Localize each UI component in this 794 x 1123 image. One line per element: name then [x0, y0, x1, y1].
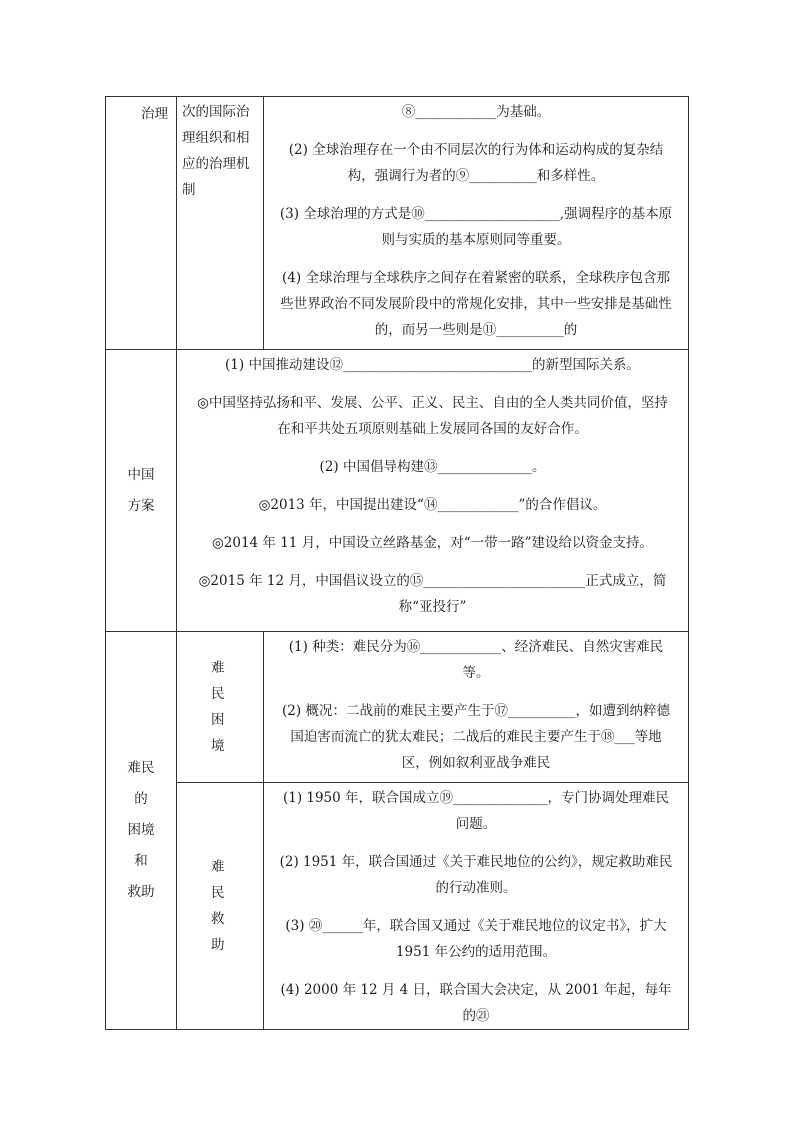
outline-table — [105, 96, 689, 1030]
china-category-cell — [106, 350, 177, 632]
china-item-5: ◎2014 年 11 月，中国设立丝路基金，对“一带一路”建设给以资金支持。 — [212, 535, 653, 551]
refugee-relief-row — [106, 783, 689, 1030]
china-item-2: ◎中国坚持弘扬和平、发展、公平、正义、民主、自由的全人类共同价值，坚持在和平共处五项原则基础上发展同各国的友好合作。 — [197, 395, 668, 437]
governance-item-1: ⑧____________为基础。 — [401, 104, 551, 120]
refugee-category — [106, 753, 176, 908]
refugee-dilemma-label-cell — [177, 632, 264, 783]
refugee-dilemma-item-1: (1) 种类：难民分为⑯____________、经济难民、自然灾害难民等。 — [288, 639, 664, 681]
refugee-category-line2: 的 — [134, 791, 148, 807]
refugee-relief-content-cell — [264, 783, 689, 1030]
refugee-relief-label: 难民救助 — [211, 859, 225, 953]
refugee-dilemma-row — [106, 632, 689, 783]
governance-subcategory: 次的国际治理组织和相应的治理机制 — [182, 104, 250, 198]
governance-category-cell — [106, 97, 177, 350]
refugee-relief-label-cell — [177, 783, 264, 1030]
refugee-relief-item-1: (1) 1950 年，联合国成立⑲______________，专门协调处理难民问题。 — [282, 790, 670, 832]
china-category-line2: 方案 — [127, 497, 155, 514]
refugee-category-line1: 难民 — [127, 760, 155, 776]
governance-content-cell — [264, 97, 689, 350]
china-content-cell — [177, 350, 689, 632]
refugee-relief-item-3: (3) ⑳______年，联合国又通过《关于难民地位的议定书》，扩大 1951 年公约的适用范围。 — [285, 918, 667, 960]
governance-item-3: (3) 全球治理的方式是⑩____________________,强调程序的基本原则与实质的基本原则同等重要。 — [279, 206, 673, 248]
refugee-dilemma-content-cell — [264, 632, 689, 783]
china-item-3: (2) 中国倡导构建⑬______________。 — [319, 459, 546, 475]
refugee-relief-item-2: (2) 1951 年，联合国通过《关于难民地位的公约》，规定救助难民的行动准则。 — [279, 854, 673, 896]
governance-row — [106, 97, 689, 350]
governance-item-2: (2) 全球治理存在一个由不同层次的行为体和运动构成的复杂结构，强调行为者的⑨__________和多样性。 — [288, 142, 664, 184]
governance-item-4: (4) 全球治理与全球秩序之间存在着紧密的联系，全球秩序包含那些世界政治不同发展阶段中的常规化安排，其中一些安排是基础性的，而另一些则是⑪__________的 — [280, 270, 672, 338]
china-item-6: ◎2015 年 12 月，中国倡议设立的⑮________________________正式成立，简称“亚投行” — [198, 573, 667, 615]
governance-category: 治理 — [141, 106, 168, 122]
refugee-relief-item-4: (4) 2000 年 12 月 4 日，联合国大会决定，从 2001 年起，每年的㉑ — [280, 982, 672, 1024]
governance-subcategory-cell — [177, 97, 264, 350]
refugee-category-line3: 困境 — [127, 822, 155, 838]
refugee-category-cell — [106, 632, 177, 1030]
refugee-category-line4: 和 — [134, 853, 148, 869]
china-row — [106, 350, 689, 632]
china-item-1: (1) 中国推动建设⑫____________________________的新型国际关系。 — [225, 357, 640, 373]
refugee-dilemma-label: 难民困境 — [211, 660, 225, 754]
refugee-category-line5: 救助 — [127, 884, 155, 900]
china-category-line1: 中国 — [127, 466, 155, 483]
refugee-dilemma-item-2: (2) 概况：二战前的难民主要产生于⑰__________，如遭到纳粹德国迫害而流亡的犹太难民；二战后的难民主要产生于⑱___等地区，例如叙利亚战争难民 — [282, 703, 670, 771]
china-category — [106, 460, 176, 522]
china-item-4: ◎2013 年，中国提出建设“⑭____________”的合作倡议。 — [258, 497, 607, 513]
